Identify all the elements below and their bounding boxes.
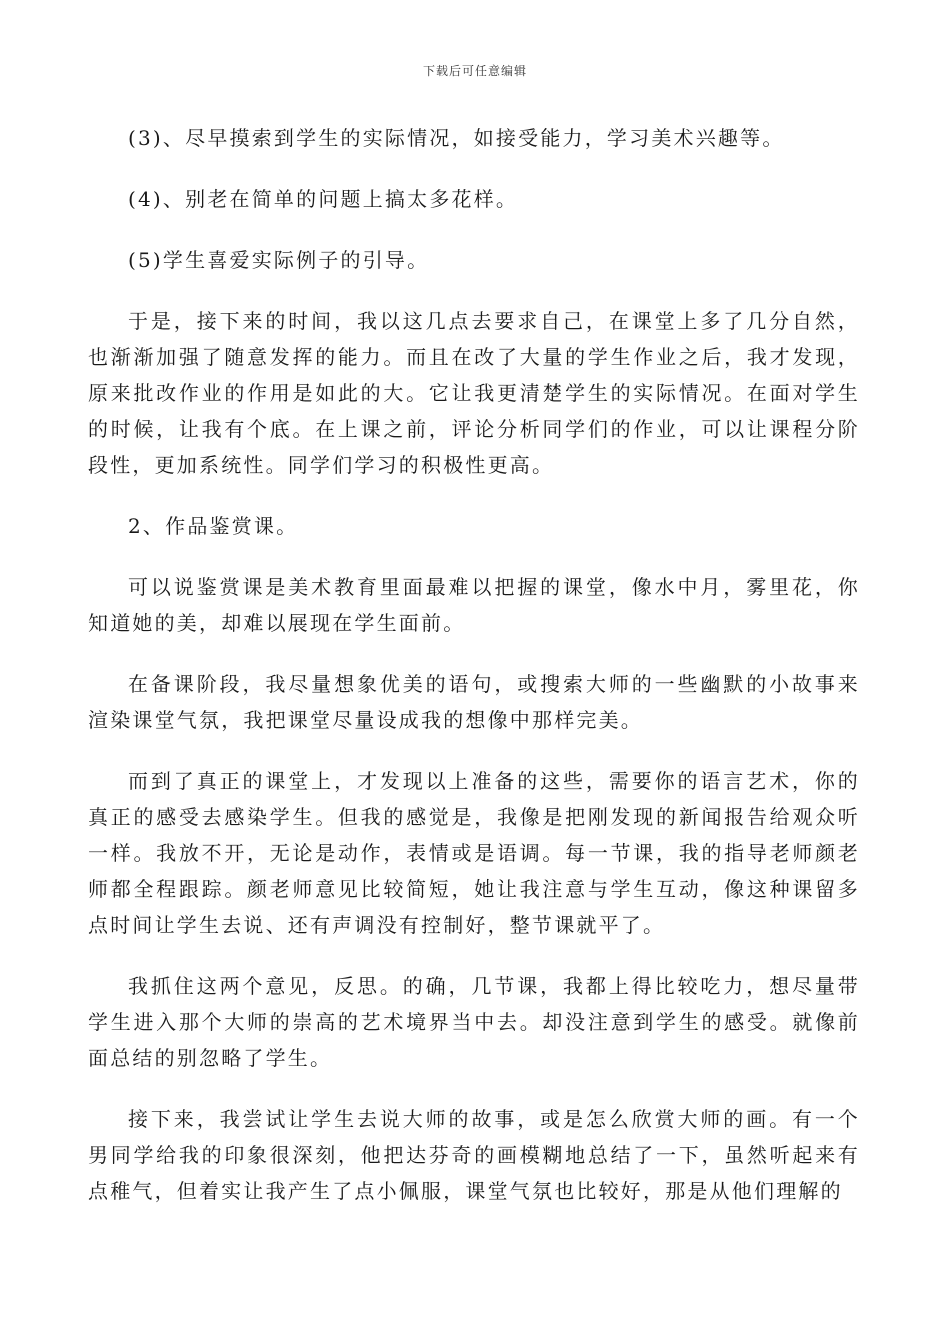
paragraph-reflection-2: 我抓住这两个意见，反思。的确，几节课，我都上得比较吃力，想尽量带学生进入那个大师的崇高的艺术境界当中去。却没注意到学生的感受。就像前面总结的别忽略了学生。	[88, 974, 860, 1070]
paragraph-item-4: (4)、别老在简单的问题上搞太多花样。	[128, 187, 519, 211]
section-heading-appreciation: 2、作品鉴赏课。	[128, 514, 299, 538]
page-header: 下载后可任意编辑	[422, 64, 527, 78]
paragraph-classroom: 而到了真正的课堂上，才发现以上准备的这些，需要你的语言艺术，你的真正的感受去感染学生。但我的感觉是，我像是把刚发现的新闻报告给观众听一样。我放不开，无论是动作，表情或是语调。每一节课，我的指导老师颜老师都全程跟踪。颜老师意见比较简短，她让我注意与学生互动，像这种课留多点时间让学生去说、还有声调没有控制好，整节课就平了。	[88, 769, 860, 937]
paragraph-student-story: 接下来，我尝试让学生去说大师的故事，或是怎么欣赏大师的画。有一个男同学给我的印象很深刻，他把达芬奇的画模糊地总结了一下，虽然听起来有点稚气，但着实让我产生了点小佩服，课堂气氛也比较好，那是从他们理解的	[88, 1107, 860, 1203]
document-body	[88, 120, 860, 1209]
paragraph-appreciation-intro: 可以说鉴赏课是美术教育里面最难以把握的课堂，像水中月，雾里花，你知道她的美，却难以展现在学生面前。	[88, 575, 860, 635]
paragraph-reflection: 于是，接下来的时间，我以这几点去要求自己，在课堂上多了几分自然，也渐渐加强了随意发挥的能力。而且在改了大量的学生作业之后，我才发现，原来批改作业的作用是如此的大。它让我更清楚学生的实际情况。在面对学生的时候，让我有个底。在上课之前，评论分析同学们的作业，可以让课程分阶段性，更加系统性。同学们学习的积极性更高。	[88, 309, 860, 477]
paragraph-item-5: (5)学生喜爱实际例子的引导。	[128, 248, 430, 272]
paragraph-item-3: (3)、尽早摸索到学生的实际情况，如接受能力，学习美术兴趣等。	[128, 126, 785, 150]
paragraph-lesson-prep: 在备课阶段，我尽量想象优美的语句，或搜索大师的一些幽默的小故事来渲染课堂气氛，我把课堂尽量设成我的想像中那样完美。	[88, 672, 860, 732]
